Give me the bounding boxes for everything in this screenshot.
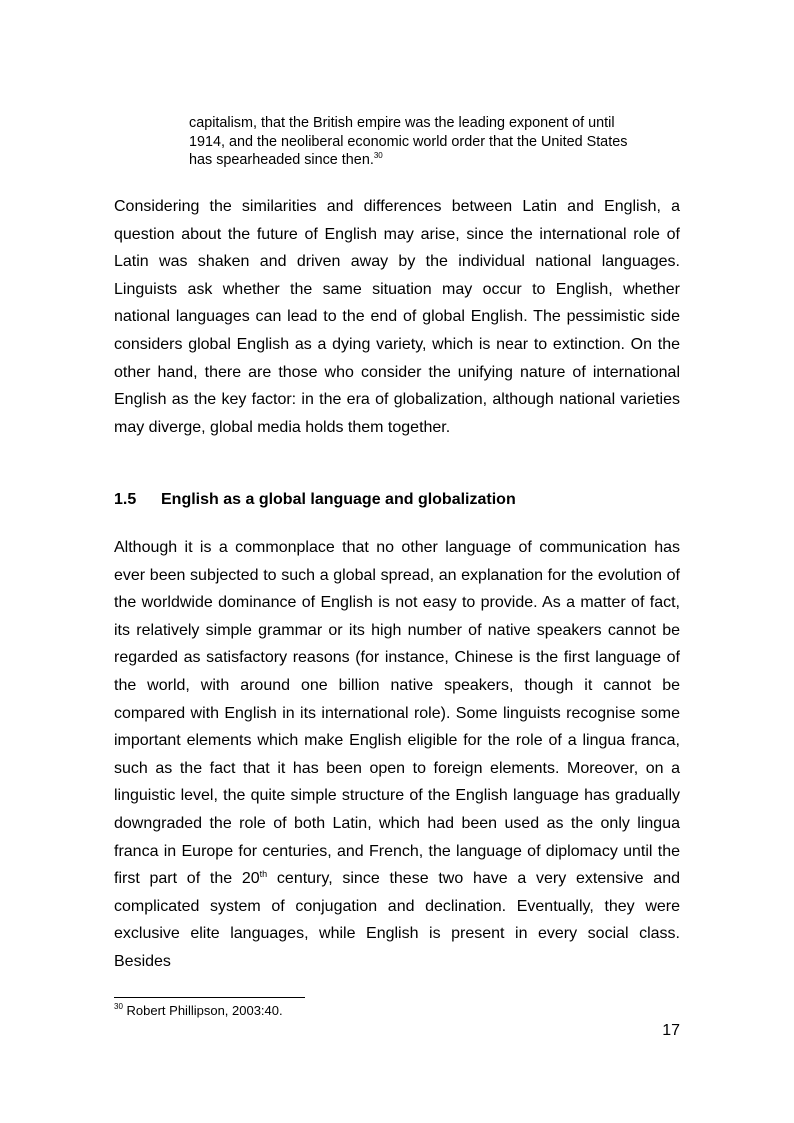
footnote-separator [114,997,305,998]
paragraph-2-text-part-1: Although it is a commonplace that no other language of communication has ever been subjected to such a global spread, an explanation for the evolution of the worldwide dominance of English is not easy to provide. As a matter of fact, its relatively simple grammar or its high number of native speakers cannot be regarded as satisfactory reasons (for instance, Chinese is the first language of the world, with around one billion native speakers, though it cannot be compared with English in its international role). Some linguists recognise some important elements which make English eligible for the role of a lingua franca, such as the fact that it has been open to foreign elements. Moreover, on a linguistic level, the quite simple structure of the English language has gradually downgraded the role of both Latin, which had been used as the only lingua franca in Europe for centuries, and French, the language of diplomacy until the first part of the 20 [114,539,680,888]
body-paragraph-2 [114,534,680,976]
footnote-reference[interactable]: 30 [373,151,383,160]
footnote-number: 30 [114,1002,123,1011]
quote-line-3: has spearheaded since then. [189,152,374,168]
paragraph-2-text-part-2: century, since these two have a very extensive and complicated system of conjugation and declination. Eventually, they were exclusive elite languages, while English is present in every social class. Besides [114,870,681,970]
page-number: 17 [662,1022,680,1039]
quote-line-2: 1914, and the neoliberal economic world order that the United States [189,133,628,150]
section-title: English as a global language and globalization [161,491,516,508]
body-paragraph-1: Considering the similarities and differences between Latin and English, a question about the future of English may arise, since the international role of Latin was shaken and driven away by the individual national languages. Linguists ask whether the same situation may occur to English, whether national languages can lead to the end of global English. The pessimistic side considers global English as a dying variety, which is near to extinction. On the other hand, there are those who consider the unifying nature of international English as the key factor: in the era of globalization, although national varieties may diverge, global media holds them together. [114,198,680,436]
block-quote [189,114,654,170]
section-heading [114,489,516,511]
quote-line-1: capitalism, that the British empire was the leading exponent of until [189,115,615,131]
ordinal-superscript: th [259,869,268,880]
footnote-text: Robert Phillipson, 2003:40. [122,1003,283,1018]
footnote [114,1003,283,1019]
section-number: 1.5 [114,491,137,508]
